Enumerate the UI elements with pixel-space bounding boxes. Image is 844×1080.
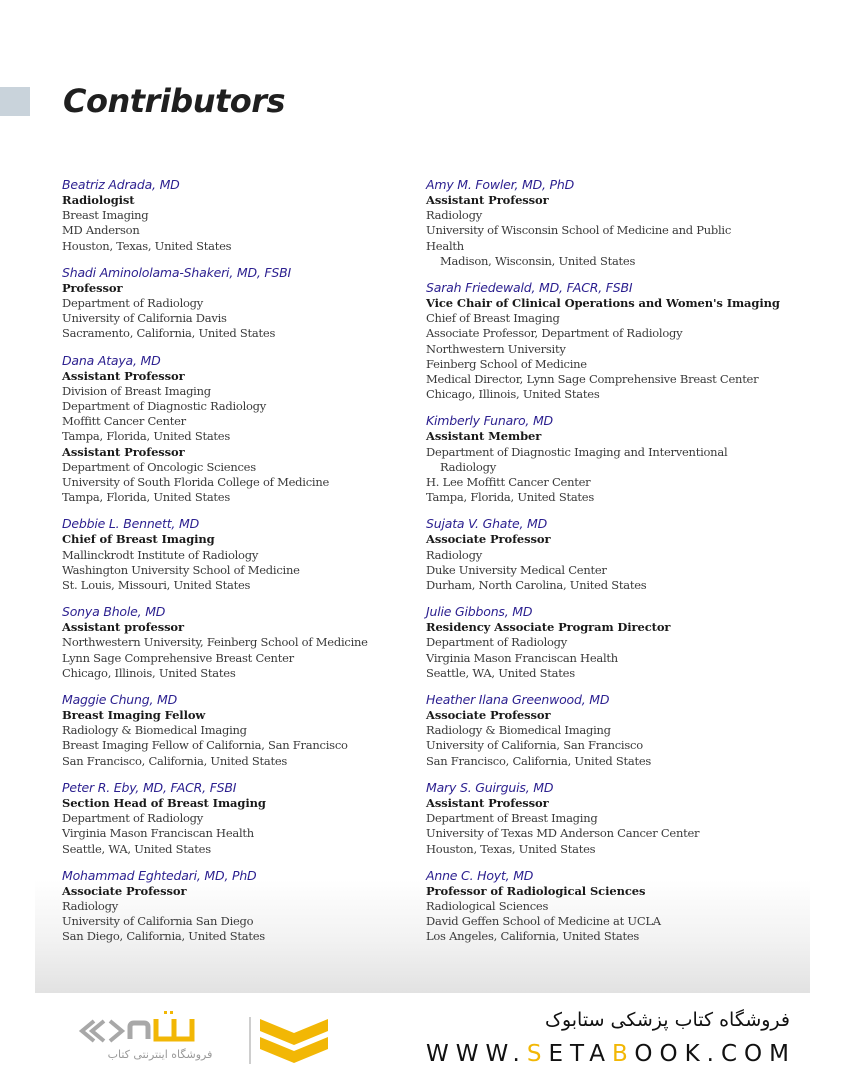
contributor-name: Maggie Chung, MD [62,692,178,708]
affiliation-line: Tampa, Florida, United States [62,429,231,444]
contributor-role: Professor [62,280,123,295]
affiliation-line: Medical Director, Lynn Sage Comprehensive Breast Center [426,372,759,387]
affiliation-line: Mallinckrodt Institute of Radiology [62,547,259,562]
affiliation-line: Seattle, WA, United States [62,841,211,856]
contributor-name: Sujata V. Ghate, MD [426,516,548,532]
affiliation-line: Breast Imaging Fellow of California, San Francisco [62,738,348,753]
contributor-role: Breast Imaging Fellow [62,708,206,723]
contributor-name: Anne C. Hoyt, MD [426,867,534,883]
logo-tagline: فروشگاه اینترنتی کتاب [107,1048,213,1061]
contributor-name: Julie Gibbons, MD [426,604,533,620]
contributor-entry [426,604,806,681]
store-name: فروشگاه کتاب پزشکی ستابوک [544,1009,790,1031]
affiliation-line: San Francisco, California, United States [62,753,288,768]
affiliation-line: Associate Professor, Department of Radiology [426,326,683,341]
affiliation-line: Radiological Sciences [426,898,549,913]
contributor-entry [62,780,407,857]
affiliation-line: Virginia Mason Franciscan Health [426,650,618,665]
affiliation-line: Houston, Texas, United States [426,841,596,856]
affiliation-line: Northwestern University [426,341,566,356]
affiliation-line: MD Anderson [62,223,140,238]
contributor-role: Associate Professor [62,883,187,898]
contributor-role: Chief of Breast Imaging [62,532,215,547]
contributor-name: Debbie L. Bennett, MD [62,516,199,532]
affiliation-line: David Geffen School of Medicine at UCLA [426,914,661,929]
affiliation-line: Houston, Texas, United States [62,238,232,253]
affiliation-line: Chicago, Illinois, United States [62,665,236,680]
contributors-column-left [62,177,407,956]
url-part: WWW. [425,1041,527,1067]
contributor-entry [426,692,806,769]
contributor-role: Assistant professor [62,620,184,635]
affiliation-line: University of California, San Francisco [426,738,643,753]
affiliation-line: Department of Radiology [62,811,204,826]
affiliation-line: Division of Breast Imaging [62,383,211,398]
contributor-role: Assistant Professor [62,444,185,459]
contributor-role: Assistant Professor [62,368,185,383]
contributor-entry [426,177,806,269]
contributor-entry [62,516,407,593]
affiliation-line: Health [426,238,464,253]
affiliation-line: University of Texas MD Anderson Cancer Center [426,826,700,841]
affiliation-line: Virginia Mason Franciscan Health [62,826,254,841]
contributor-entry [62,177,407,254]
contributor-name: Amy M. Fowler, MD, PhD [426,177,575,192]
affiliation-line: Duke University Medical Center [426,562,607,577]
affiliation-line: Madison, Wisconsin, United States [440,253,636,268]
affiliation-line: Breast Imaging [62,208,149,223]
contributor-role: Radiologist [62,193,135,207]
contributor-role: Vice Chair of Clinical Operations and Women's Imaging [426,296,780,311]
section-tab-marker [0,87,30,116]
contributor-name: Dana Ataya, MD [62,352,161,368]
contributor-entry [426,780,806,857]
affiliation-line: Seattle, WA, United States [426,665,575,680]
contributor-name: Sonya Bhole, MD [62,604,166,620]
contributor-entry [426,280,806,402]
url-part: ETA [548,1041,613,1067]
contributor-entry [426,516,806,593]
affiliation-line: Radiology [62,898,118,913]
affiliation-line: Radiology [426,208,482,223]
affiliation-line: Moffitt Cancer Center [62,414,186,429]
affiliation-line: Lynn Sage Comprehensive Breast Center [62,650,294,665]
contributor-name: Mary S. Guirguis, MD [426,779,554,795]
affiliation-line: Radiology & Biomedical Imaging [426,723,611,738]
affiliation-line: Northwestern University, Feinberg School of Medicine [62,635,368,650]
affiliation-line: Radiology [440,459,496,474]
affiliation-line: Feinberg School of Medicine [426,356,587,371]
affiliation-line: Department of Oncologic Sciences [62,459,256,474]
contributor-name: Shadi Aminololama-Shakeri, MD, FSBI [62,264,292,280]
affiliation-line: Department of Radiology [62,296,204,311]
affiliation-line: University of Wisconsin School of Medicine and Public [426,223,732,238]
affiliation-line: Washington University School of Medicine [62,562,300,577]
affiliation-line: Chicago, Illinois, United States [426,387,600,402]
affiliation-line: Durham, North Carolina, United States [426,578,647,593]
url-part-highlight: B [612,1041,635,1067]
affiliation-line: Los Angeles, California, United States [426,929,640,944]
contributor-role: Assistant Professor [426,795,549,810]
affiliation-line: H. Lee Moffitt Cancer Center [426,475,591,490]
affiliation-line: University of South Florida College of Medicine [62,475,330,490]
contributor-name: Mohammad Eghtedari, MD, PhD [62,867,257,883]
contributor-entry [62,353,407,506]
contributor-name: Beatriz Adrada, MD [62,177,180,192]
affiliation-line: Tampa, Florida, United States [426,490,595,505]
contributor-role: Section Head of Breast Imaging [62,795,266,810]
contributor-entry [62,265,407,342]
contributor-role: Associate Professor [426,532,551,547]
affiliation-line: Sacramento, California, United States [62,326,276,341]
contributor-role: Associate Professor [426,708,551,723]
affiliation-line: University of California San Diego [62,914,254,929]
store-url-link[interactable] [426,1041,796,1067]
affiliation-line: San Diego, California, United States [62,929,265,944]
contributor-role: Assistant Member [426,429,542,444]
affiliation-line: Radiology [426,547,482,562]
contributor-role: Professor of Radiological Sciences [426,883,646,898]
contributor-name: Heather Ilana Greenwood, MD [426,692,610,708]
affiliation-line: Department of Diagnostic Imaging and Interventional [426,444,728,459]
contributor-entry [62,868,407,945]
contributor-entry [62,604,407,681]
contributors-column-right [426,177,806,956]
affiliation-line: University of California Davis [62,311,227,326]
affiliation-line: Department of Radiology [426,635,568,650]
url-part: OOK.COM [634,1041,796,1067]
affiliation-line: Department of Breast Imaging [426,811,598,826]
contributor-role: Assistant Professor [426,193,549,207]
affiliation-line: Tampa, Florida, United States [62,490,231,505]
page-title: Contributors [63,82,286,120]
affiliation-line: Chief of Breast Imaging [426,311,560,326]
affiliation-line: Radiology & Biomedical Imaging [62,723,247,738]
contributor-name: Kimberly Funaro, MD [426,413,553,429]
contributor-entry [426,868,806,945]
contributor-name: Peter R. Eby, MD, FACR, FSBI [62,779,237,795]
contributor-role: Residency Associate Program Director [426,620,671,635]
contributor-entry [426,413,806,505]
affiliation-line: St. Louis, Missouri, United States [62,578,251,593]
contributor-entry [62,692,407,769]
url-part-highlight: S [526,1041,549,1067]
affiliation-line: San Francisco, California, United States [426,753,652,768]
contributor-name: Sarah Friedewald, MD, FACR, FSBI [426,280,633,296]
affiliation-line: Department of Diagnostic Radiology [62,399,267,414]
